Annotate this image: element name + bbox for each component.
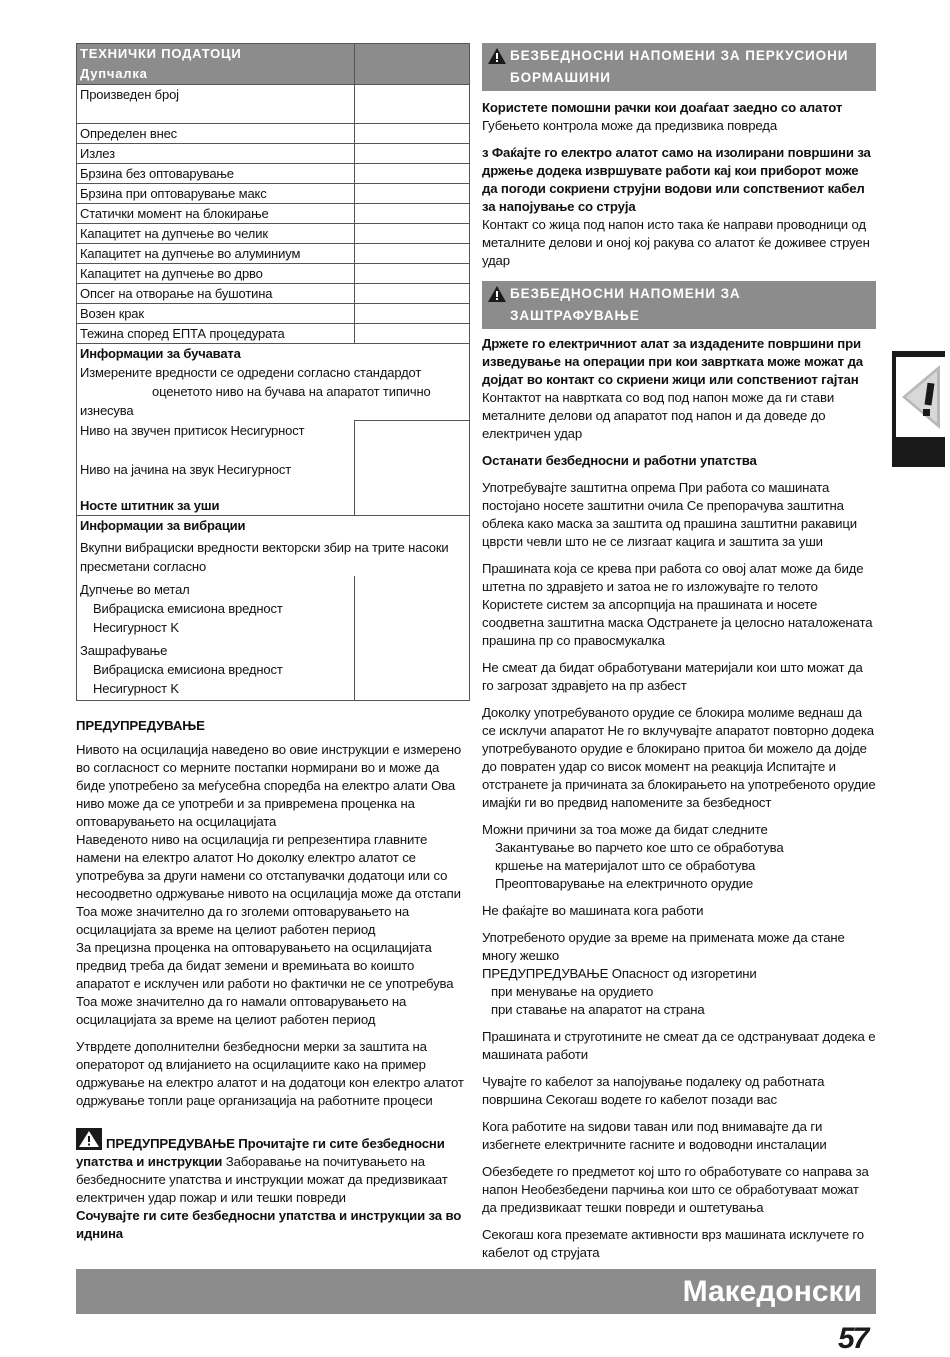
warning-icon (896, 357, 945, 437)
vibration-info: Информации за вибрации Вкупни вибрациски вредности векторски збир на трите насоки пресметани согласно (77, 515, 470, 576)
list-item: кршење на материјалот што се обработува (495, 858, 756, 873)
warning-icon (76, 1128, 102, 1150)
percussion-safety-bar: БЕЗБЕДНОСНИ НАПОМЕНИ ЗА ПЕРКУСИОНИ БОРМАШИНИ (482, 43, 876, 91)
vibration-values: Дупчење во метал Вибрациска емисиона вредност Несигурност K Зашрафување Вибрациска емисиона вредност Несигурност K (77, 576, 470, 701)
list-item: при ставање на апаратот на страна (491, 1002, 705, 1017)
section-heading: ПРЕДУПРЕДУВАЊЕ (76, 717, 205, 733)
noise-values: Ниво на звучен притисок Несигурност Ниво на јачина на звук Несигурност Носте штитник за уши (77, 421, 470, 516)
noise-title: Информации за бучавата (80, 346, 241, 361)
table-row: Возен крак (77, 304, 470, 324)
table-row: Статички момент на блокирање (77, 204, 470, 224)
language-label: Македонски (682, 1275, 862, 1308)
list-item: при менување на орудието (491, 984, 654, 999)
list-item: Закантување во парчето кое што се обработува (495, 840, 784, 855)
warning-icon (487, 285, 507, 303)
noise-info: Информации за бучавата Измерените вредности се одредени согласно стандардот оценетото ниво на бучава на апаратот типично изнесува (77, 344, 470, 421)
table-row: Произведен број (77, 85, 470, 124)
warning-icon (487, 47, 507, 65)
table-row: Капацитет на дупчење во алуминиум (77, 244, 470, 264)
vibration-title: Информации за вибрации (80, 517, 246, 533)
table-row: Капацитет на дупчење во дрво (77, 264, 470, 284)
table-row: Капацитет на дупчење во челик (77, 224, 470, 244)
page-number: 57 (838, 1322, 868, 1355)
table-row: Опсег на отворање на бушотина (77, 284, 470, 304)
spec-table-title: ТЕХНИЧКИ ПОДАТОЦИ (80, 46, 242, 61)
list-item: Преоптоварување на електричното орудие (495, 876, 754, 891)
language-footer-bar (76, 1269, 876, 1314)
screwing-safety-bar: БЕЗБЕДНОСНИ НАПОМЕНИ ЗА ЗАШТРАФУВАЊЕ (482, 281, 876, 329)
spec-table-header (77, 44, 470, 85)
ear-protection: Носте штитник за уши (80, 497, 220, 513)
left-column (76, 43, 470, 1243)
spec-table (76, 43, 470, 701)
table-row: Брзина при оптоварување макс (77, 184, 470, 204)
spec-table-subtitle: Дупчалка (80, 66, 148, 81)
table-row: Определен внес (77, 124, 470, 144)
right-column: БЕЗБЕДНОСНИ НАПОМЕНИ ЗА ПЕРКУСИОНИ БОРМАШИНИ Користете помошни рачки кои доаѓаат заедно со алатот Губењето контрола може да предизвика повреда з Фаќајте го електро алатот само на изолирани површини за држење додека извршувате работи кај кои приборот може да погоди сокриени струјни водови или сопствениот кабел за напојување со струја Контакт со жица под напон исто така ќе направи проводници од металните делови и оној кој ракува со алатот ќе доживее струен удар БЕЗБЕДНОСНИ НАПОМЕНИ ЗА ЗАШТРАФУВАЊЕ Држете го електричниот алат за издадените површини при изведување на операции при кои завртката може можат да дојдат во контакт со скриени жици или сопствениот гајтан Контактот на навртката со вод под напон може да ги стави металните делови од апаратот под напон и да доведе до електричен удар Останати безбедносни и работни упатства Употребувајте заштитна опрема При работа со машината постојано носете заштитни очила Се препорачува заштитна облека како маска за заштита од прашина заштитни ракавици цврсти чевли што не се лизгаат кацига и заштита за уши Прашината која се крева при работа со овој алат може да биде штетна по здравјето и затоа не го изложувајте го телото Користете систем за апсорпција на прашината и носете соодветна заштитна маска Одстранете ја целосно наталожената прашина пр со правосмукалка Не смеат да бидат обработувани материјали кои што можат да го загрозат здравјето на пр азбест Доколку употребуваното орудие се блокира молиме веднаш да се исклучи апаратот Не го вклучувајте апаратот повторно додека употребуваното орудие е блокирано притоа би можело да дојде до повратен удар со висок момент на реакција Испитајте и отстранете ја причината за блокирањето на употребеното орудие имајќи ги во предвид напомените за безбедност Можни причини за тоа може да бидат следните Закантување во парчето кое што се обработува кршење на материјалот што се обработува Преоптоварување на електричното орудие Не фаќајте во машината кога работи Употребеното орудие за време на примената може да стане многу жешко ПРЕДУПРЕДУВАЊЕ Опасност од изгоретини при менување на орудието при ставање на апаратот на страна Прашината и струготините не смеат да се одстрануваат додека е машината работи Чувајте го кабелот за напојување подалеку од работната површина Секогаш водете го кабелот позади вас Кога работите на ѕидови таван или под внимавајте да ги избегнете електричните гасните и водоводни инсталации Обезбедете го предметот кој што го обработувате со направа за напон Необезбедени парчиња кои што се обработуваат можат да предизвикаат тешки повреди и оштетувања Секогаш кога преземате активности врз машината исклучете го кабелот од струјата (482, 43, 876, 1262)
safety-side-tab (892, 351, 945, 467)
table-row: Брзина без оптоварување (77, 164, 470, 184)
table-row: Излез (77, 144, 470, 164)
vibration-warning-section: ПРЕДУПРЕДУВАЊЕ Нивото на осцилација наведено во овие инструкции е измерено во согласност со мерните постапки нормирани во и може да биде употребено за меѓусебна споредба на електро алати Ова ниво може да се употреби и за привремена проценка на оптоварувањето на осцилацијата Наведеното ниво на осцилација ги репрезентира главните намени на електро алатот Но доколку електро алатот се употребува за други намени со отстапувачки додатоци или со несоодветно одржување нивото на осцилација може да отстапи Тоа може значително да го зголеми оптоварувањето на осцилацијата за време на целиот работен период За прецизна проценка на оптоварувањето на осцилацијата предвид треба да бидат земени и времињата во коишто апаратот е исклучен или работи но фактички не се употребува Тоа може значително да го намали оптоварувањето на осцилацијата за време на целиот работен период Утврдете дополнителни безбедносни мерки за заштита на операторот од влијанието на осцилациите како на пример одржување на електро алатот и на додатоци кон електро алатот одржување топли раце организација на работните процеси (76, 717, 470, 1110)
table-row: Тежина според ЕПТА процедурата (77, 324, 470, 344)
general-warning: ПРЕДУПРЕДУВАЊЕ Прочитајте ги сите безбедносни упатства и инструкции Заборавање на почитувањето на безбедносните упатства и инструкции можат да предизвикаат електричен удар пожар и или тешки повреди Сочувајте ги сите безбедносни упатства и инструкции за во иднина (76, 1128, 470, 1243)
